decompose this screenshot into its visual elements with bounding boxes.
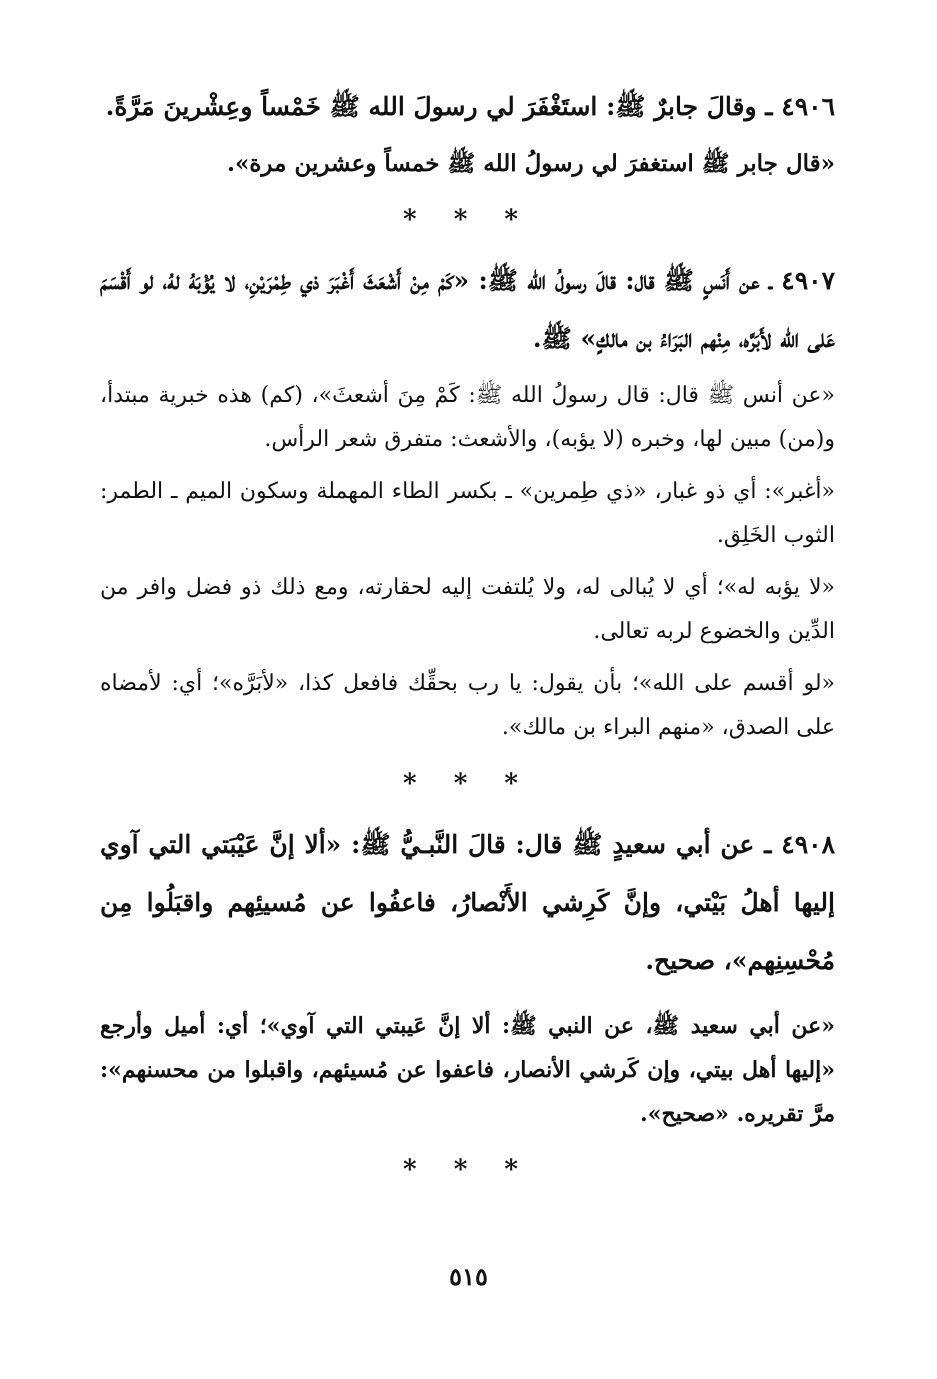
hadith-text: ٤٩٠٦ ـ وقالَ جابرٌ ﷺ: استَغْفَرَ لي رسولَ الله ﷺ خَمْساً وعِشْرينَ مَرَّةً. (105, 92, 835, 121)
page-body (100, 78, 835, 1202)
hadith-text: ٤٩٠٧ ـ عن أَنَسٍ ﷺ قال: قالَ رسولُ الله ﷺ: «كَمْ مِنْ أَشْعَثَ أَغْبَرَ ذي طِمْرَيْنِ، لا يُؤْبَهُ لهُ، لو أَقْسَمَ عَلى الله لأَبَرَّه، مِنْهم البَرَاءُ بن مالكٍ» ﷺ. (100, 266, 835, 353)
commentary-paragraph: «عن أنس ﷺ قال: قال رسولُ الله ﷺ: كَمْ مِنَ أشعثَ»، (كم) هذه خبرية مبتدأ، و(من) مبين لها، وخبره (لا يؤبه)، والأشعث: متفرق شعر الرأس. (100, 383, 835, 452)
entry-4907 (100, 252, 835, 750)
page-number: ٥١٥ (449, 1262, 488, 1291)
section-separator: * * * (403, 205, 532, 235)
commentary-paragraph: «لا يؤبه له»؛ أي لا يُبالى له، ولا يُلتفت إليه لحقارته، ومع ذلك ذو فضل وافر من الدِّين والخضوع لربه تعالى. (100, 575, 835, 644)
commentary-paragraph: «عن أبي سعيد ﷺ، عن النبي ﷺ: ألا إنَّ عَيبتي التي آوي»؛ أي: أميل وأرجع «إليها أهل بيتي، وإن كَرشي الأنصار، فاعفوا عن مُسيئهم، واقبلوا من محسنهم»: مرَّ تقريره. «صحيح». (100, 1013, 835, 1127)
section-separator: * * * (403, 1155, 532, 1185)
entry-4906 (100, 78, 835, 186)
section-separator: * * * (403, 769, 532, 799)
commentary-paragraph: «لو أقسم على الله»؛ بأن يقول: يا رب بحقِّك فافعل كذا، «لأبَرَّه»؛ أي: لأمضاه على الصدق، «منهم البراء بن مالك». (100, 671, 835, 740)
commentary-paragraph: «أغبر»: أي ذو غبار، «ذي طِمرين» ـ بكسر الطاء المهملة وسكون الميم ـ الطمر: الثوب الخَلِق. (100, 479, 835, 548)
hadith-text: ٤٩٠٨ ـ عن أبي سعيدٍ ﷺ قال: قالَ النَّبـيُّ ﷺ: «ألا إنَّ عَيْبَتي التي آوي إليها أهلُ بَيْتي، وإنَّ كَرِشي الأَنْصارُ، فاعفُوا عن مُسيئِهم واقبَلُوا مِن مُحْسِنِهم»، صحيح. (100, 830, 835, 975)
commentary-paragraph: «قال جابر ﷺ استغفرَ لي رسولُ الله ﷺ خمساً وعشرين مرة». (227, 150, 835, 177)
entry-4908 (100, 816, 835, 1136)
